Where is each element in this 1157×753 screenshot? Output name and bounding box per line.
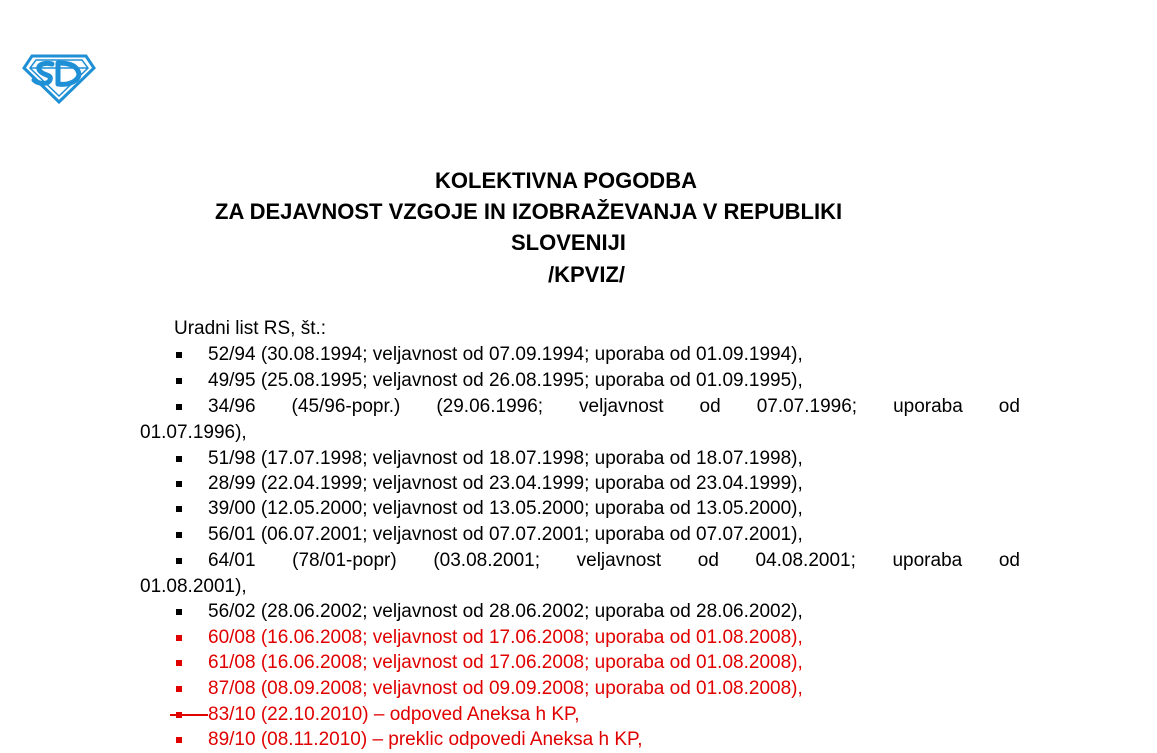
intro-text: Uradni list RS, št.: xyxy=(174,318,327,339)
bullet-icon xyxy=(176,558,182,564)
bullet-icon xyxy=(176,352,182,358)
list-item-text: 39/00 (12.05.2000; veljavnost od 13.05.2000; uporaba od 13.05.2000), xyxy=(208,498,803,519)
title-line-3: SLOVENIJI xyxy=(511,230,626,255)
list-item-text: 49/95 (25.08.1995; veljavnost od 26.08.1995; uporaba od 01.09.1995), xyxy=(208,370,803,391)
list-item xyxy=(0,342,1157,368)
list-item xyxy=(0,368,1157,394)
list-item xyxy=(0,496,1157,522)
list-item-text: 56/01 (06.07.2001; veljavnost od 07.07.2001; uporaba od 07.07.2001), xyxy=(208,524,803,545)
list-item-text: 51/98 (17.07.1998; veljavnost od 18.07.1998; uporaba od 18.07.1998), xyxy=(208,448,803,469)
list-item-text: 89/10 (08.11.2010) – preklic odpovedi Aneksa h KP, xyxy=(208,729,643,750)
list-item-text: 61/08 (16.06.2008; veljavnost od 17.06.2008; uporaba od 01.08.2008), xyxy=(208,652,803,673)
list-item xyxy=(0,548,1157,574)
list-item xyxy=(0,676,1157,702)
title-line-4: /KPVIZ/ xyxy=(548,262,626,287)
list-item-text: 87/08 (08.09.2008; veljavnost od 09.09.2008; uporaba od 01.08.2008), xyxy=(208,678,803,699)
list-item xyxy=(0,727,1157,753)
list-item xyxy=(0,702,1157,728)
list-item-continuation: 01.07.1996), xyxy=(140,422,247,443)
bullet-icon xyxy=(176,635,182,641)
bullet-icon xyxy=(176,481,182,487)
list-item-text: 56/02 (28.06.2002; veljavnost od 28.06.2002; uporaba od 28.06.2002), xyxy=(208,601,803,622)
bullet-icon xyxy=(176,404,182,410)
title-line-2: ZA DEJAVNOST VZGOJE IN IZOBRAŽEVANJA V REPUBLIKI xyxy=(215,199,843,224)
bullet-icon xyxy=(176,660,182,666)
list-item xyxy=(0,446,1157,472)
bullet-icon xyxy=(176,737,182,743)
list-item-text: 28/99 (22.04.1999; veljavnost od 23.04.1999; uporaba od 23.04.1999), xyxy=(208,473,803,494)
sd-diamond-logo-icon xyxy=(22,50,96,104)
list-item-text: 52/94 (30.08.1994; veljavnost od 07.09.1994; uporaba od 01.09.1994), xyxy=(208,344,803,365)
list-item-text: 64/01 (78/01-popr) (03.08.2001; veljavnost od 04.08.2001; uporaba od xyxy=(208,550,1020,571)
list-item xyxy=(0,471,1157,497)
list-item xyxy=(0,650,1157,676)
list-item-continuation: 01.08.2001), xyxy=(140,576,247,597)
list-item-text: 60/08 (16.06.2008; veljavnost od 17.06.2008; uporaba od 01.08.2008), xyxy=(208,627,803,648)
list-item xyxy=(0,599,1157,625)
list-item-text: 34/96 (45/96-popr.) (29.06.1996; veljavnost od 07.07.1996; uporaba od xyxy=(208,396,1020,417)
bullet-icon xyxy=(176,506,182,512)
list-item-text: 83/10 (22.10.2010) – odpoved Aneksa h KP, xyxy=(208,704,580,725)
list-item xyxy=(0,625,1157,651)
list-item xyxy=(0,522,1157,548)
bullet-icon xyxy=(176,378,182,384)
list-item xyxy=(0,394,1157,420)
bullet-icon xyxy=(176,456,182,462)
bullet-icon xyxy=(176,609,182,615)
title-line-1: KOLEKTIVNA POGODBA xyxy=(435,168,697,193)
bullet-icon xyxy=(176,532,182,538)
strikethrough-line xyxy=(170,714,208,716)
bullet-icon xyxy=(176,686,182,692)
